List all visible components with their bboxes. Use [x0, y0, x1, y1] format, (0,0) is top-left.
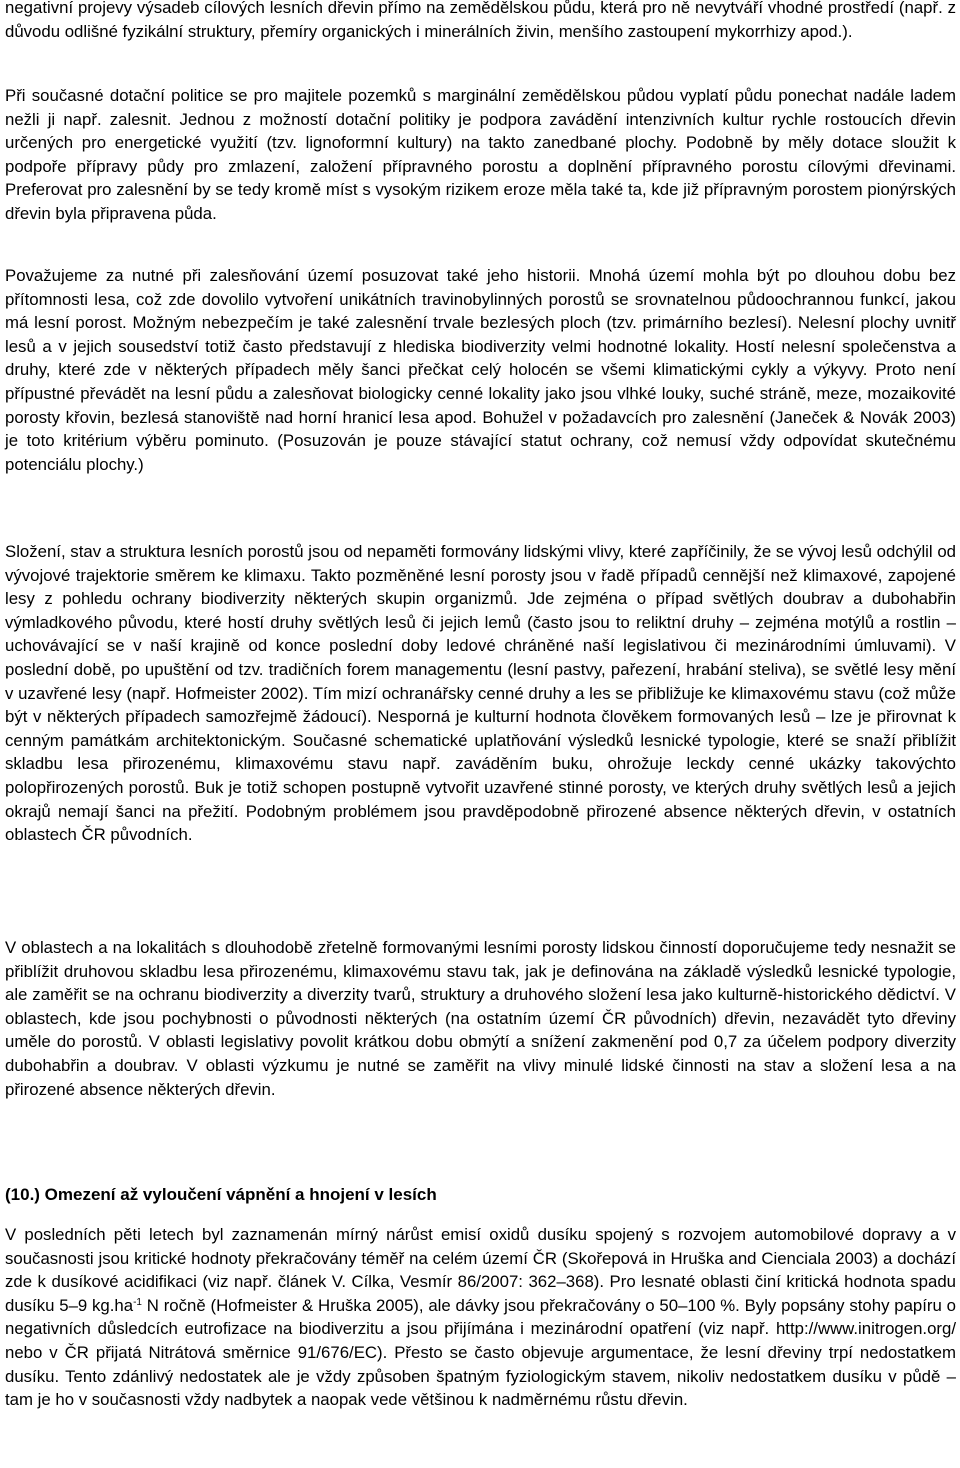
paragraph-recommendations: V oblastech a na lokalitách s dlouhodobě zřetelně formovanými lesními porosty lidskou činností doporučujeme tedy nesnažit se přiblížit druhovou skladbu lesa přirozenému, klimaxovému stavu tak, jak je definována na základě výsledků lesnické typologie, ale zaměřit se na ochranu biodiverzity a diverzity tvarů, struktury a druhového složení lesa jako kulturně-historického dědictví. V oblastech, kde jsou pochybnosti o původnosti některých (na ostatním území ČR původních) dřevin, nezavádět tyto dřeviny uměle do porostů. V oblasti legislativy povolit krátkou dobu obmýtí a snížení zakmenění pod 0,7 za účelem podpory diverzity dubohabřin a doubrav. V oblasti výzkumu je nutné se zaměřit na vlivy minulé lidské činnosti na stav a složení lesa a na přirozené absence některých dřevin.: [5, 938, 956, 1099]
paragraph-intro-continuation: negativní projevy výsadeb cílových lesních dřevin přímo na zemědělskou půdu, která pro ně nevytváří vhodné prostředí (např. z důvodu odlišné fyzikální struktury, přemíry organických i minerálních živin, menšího zastoupení mykorrhizy apod.).: [5, 0, 956, 41]
nitrogen-text-part2: N ročně (Hofmeister & Hruška 2005), ale dávky jsou překračovány o 50–100 %. Byly popsány stohy papíru o negativních důsledcích eutrofizace na biodiverzitu a jsou přijímána i mezinárodní opatření (viz např. http://www.initrogen.org/ nebo v ČR přijatá Nitrátová směrnice 91/676/EC). Přesto se často objevuje argumentace, že lesní dřeviny trpí nedostatkem dusíku. Tento zdánlivý nedostatek ale je vždy způsoben špatným fyziologickým stavem, nikoliv nedostatkem dusíku v půdě – tam je ho v současnosti vždy nadbytek a naopak vede většinou k nadměrnému růstu dřevin.: [5, 1295, 956, 1410]
unit-superscript: -1: [133, 1296, 142, 1308]
paragraph-forest-composition: Složení, stav a struktura lesních porostů jsou od nepaměti formovány lidskými vlivy, které zapříčinily, že se vývoj lesů odchýlil od vývojové trajektorie směrem ke klimaxu. Takto pozměněné lesní porosty jsou v řadě případů cennější než klimaxové, zapojené lesy z pohledu ochrany biodiverzity některých skupin organizmů. Jde zejména o případ světlých doubrav a dubohabřin výmladkového původu, které hostí druhy světlých lesů či jejich lemů (často jsou to reliktní druhy – zejména motýlů a rostlin – uchovávající se v naší krajině od konce poslední doby ledové chráněné naší legislativou či mezinárodními úmluvami). V poslední době, po upuštění od tzv. tradičních forem managementu (lesní pastvy, pařezení, hrabání steliva), se světlé lesy mění v uzavřené lesy (např. Hofmeister 2002). Tím mizí ochranářsky cenné druhy a les se přibližuje ke klimaxovému stavu (což může být v některých případech samozřejmě žádoucí). Nesporná je kulturní hodnota člověkem formovaných lesů – lze je přirovnat k cenným památkám architektonickým. Současné schematické uplatňování výsledků lesnické typologie, které se snaží přiblížit skladbu lesa přirozenému, klimaxovému stavu např. zaváděním buku, ohrožuje leckdy cenné ukázky takovýchto polopřirozených porostů. Buk je totiž schopen postupně vytvořit uzavřené stinné porosty, ve kterých druhy světlých lesů a jejich okrajů nemají šanci na přežití. Podobným problémem jsou pravděpodobně přirozené absence některých dřevin, v ostatních oblastech ČR původních.: [5, 542, 956, 845]
paragraph-subsidy-policy: Při současné dotační politice se pro majitele pozemků s marginální zemědělskou půdou vyplatí půdu ponechat nadále ladem nežli ji např. zalesnit. Jednou z možností dotační politiky je podpora zavádění intenzivních kultur rychle rostoucích dřevin určených pro energetické využití (tzv. lignoformní kultury) na takto zanedbané plochy. Podobně by měly dotace sloužit k podpoře přípravy půdy pro zmlazení, založení přípravného porostu a doplnění přípravného porostu cílovými dřevinami. Preferovat pro zalesnění by se tedy kromě míst s vysokým rizikem eroze měla také ta, kde již přípravným porostem pionýrských dřevin byla připravena půda.: [5, 86, 956, 223]
nitrogen-text-part1: V posledních pěti letech byl zaznamenán mírný nárůst emisí oxidů dusíku spojený s rozvojem automobilové dopravy a v současnosti jsou kritické hodnoty překračovány téměř na celém území ČR (Skořepová in Hruška and Cienciala 2003) a dochází zde k dusíkové acidifikaci (viz např. článek V. Cílka, Vesmír 86/2007: 362–368). Pro lesnaté oblasti činí kritická hodnota spadu dusíku 5–9 kg.ha: [5, 1225, 956, 1315]
paragraph-afforestation-history: Považujeme za nutné při zalesňování území posuzovat také jeho historii. Mnohá území mohla být po dlouhou dobu bez přítomnosti lesa, což zde dovolilo vytvoření unikátních travinobylinných porostů se srovnatelnou půdoochrannou funkcí, jakou má lesní porost. Možným nebezpečím je také zalesnění trvale bezlesých ploch (tzv. primárního bezlesí). Nelesní plochy uvnitř lesů a v jejich sousedství totiž často představují z hlediska biodiverzity velmi hodnotné lokality. Hostí nelesní společenstva a druhy, které zde v některých případech měly šanci přečkat celý holocén se všemi klimatickými cykly a výkyvy. Proto není přípustné převádět na lesní půdu a zalesňovat biologicky cenné lokality jako jsou vlhké louky, suché stráně, meze, mozaikovité porosty křovin, bezlesá stanoviště nad horní hranicí lesa apod. Bohužel v požadavcích pro zalesnění (Janeček & Novák 2003) je toto kritérium výběru pominuto. (Posuzován je pouze stávající statut ochrany, což nemusí vždy odpovídat skutečnému potenciálu plochy.): [5, 266, 956, 474]
section-heading: (10.) Omezení až vyloučení vápnění a hnojení v lesích: [5, 1185, 437, 1204]
paragraph-nitrogen-emissions: [5, 1223, 956, 1412]
